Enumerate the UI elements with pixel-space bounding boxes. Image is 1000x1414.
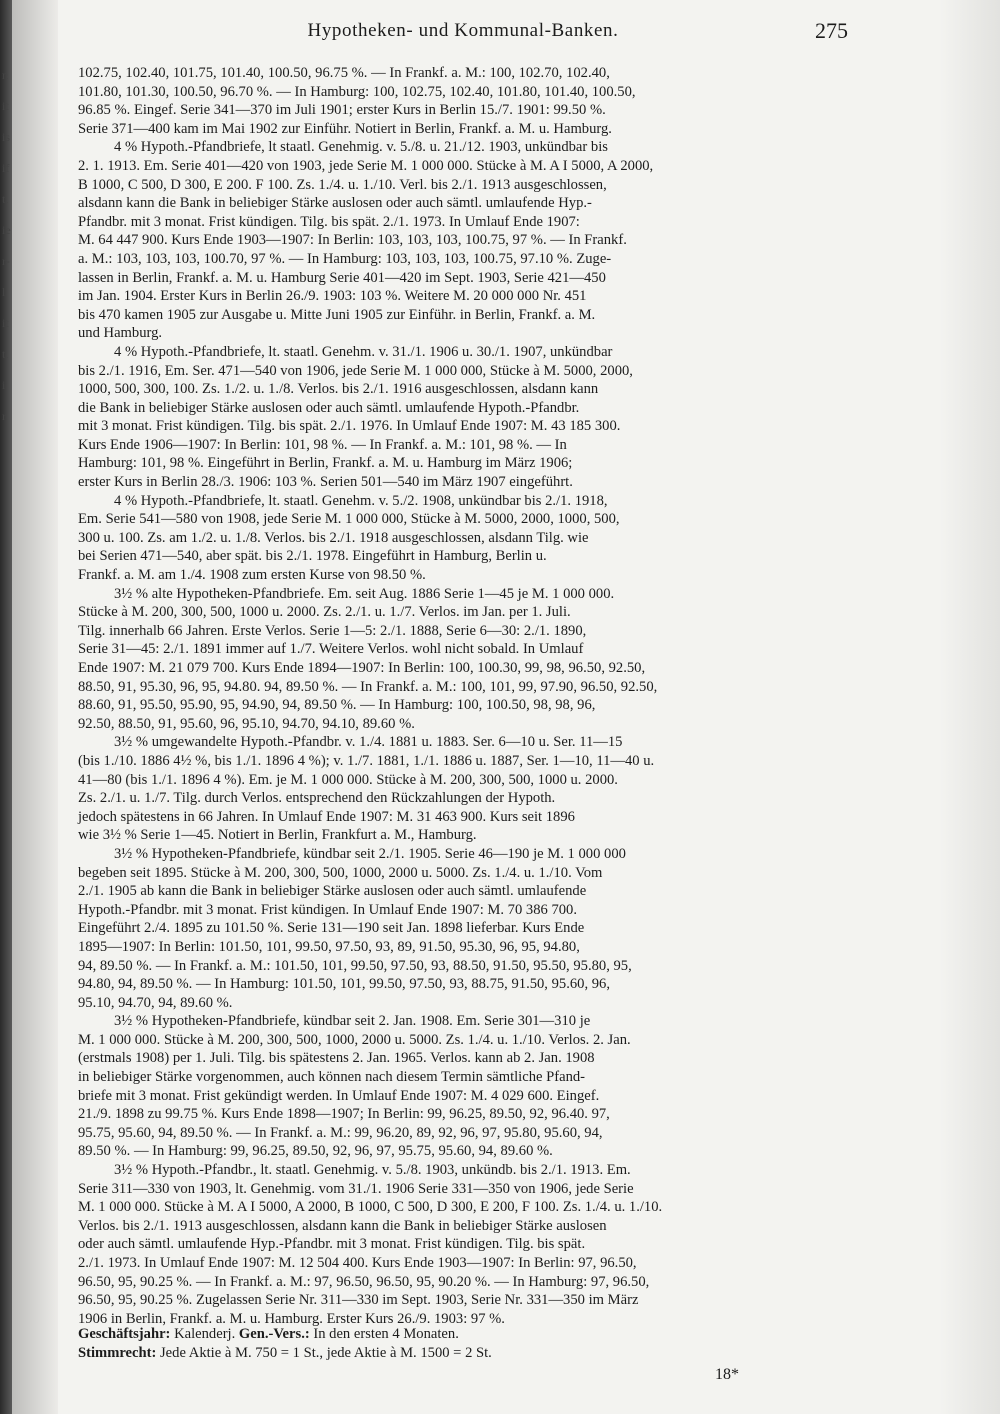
text-line: 21./9. 1898 zu 99.75 %. Kurs Ende 1898—1907; In Berlin: 99, 96.25, 89.50, 92, 96.40. 97, <box>78 1106 610 1123</box>
text-line: erster Kurs in Berlin 28./3. 1906: 103 %. Serien 501—540 im März 1907 eingeführt. <box>78 474 573 491</box>
stimmrecht-label: Stimmrecht: <box>78 1344 157 1361</box>
paragraph <box>78 1012 848 1161</box>
text-line: und Hamburg. <box>78 325 163 342</box>
text-line: 2./1. 1973. In Umlauf Ende 1907: M. 12 504 400. Kurs Ende 1903—1907: In Berlin: 97, 96.50, <box>78 1255 637 1271</box>
text-line: 1895—1907: In Berlin: 101.50, 101, 99.50, 97.50, 93, 89, 91.50, 95.30, 96, 95, 94.80, <box>78 938 580 955</box>
text-line: jedoch spätestens in 66 Jahren. In Umlauf Ende 1907: M. 31 463 900. Kurs seit 1896 <box>78 808 575 825</box>
text-line: Serie 311—330 von 1903, lt. Genehmig. vom 31./1. 1906 Serie 331—350 von 1906, jede Serie <box>78 1180 634 1197</box>
paragraph <box>78 733 848 845</box>
paragraph <box>78 1161 848 1328</box>
margin-fragment: i <box>2 378 6 392</box>
text-line: Em. Serie 541—580 von 1908, jede Serie M. 1 000 000, Stücke à M. 5000, 2000, 1000, 500, <box>78 511 620 528</box>
text-line: oder auch sämtl. umlaufende Hyp.-Pfandbr. mit 3 monat. Frist kündigen. Tilg. bis spät. <box>78 1236 586 1253</box>
text-line: a. M.: 103, 103, 103, 100.70, 97 %. — In Hamburg: 103, 103, 103, 100.75, 97.10 %. Zuge- <box>78 250 612 267</box>
text-line: Stücke à M. 200, 300, 500, 1000 u. 2000. Zs. 2./1. u. 1./7. Verlos. im Jan. per 1. Juli. <box>78 604 571 621</box>
text-line: M. 1 000 000. Stücke à M. A I 5000, A 2000, B 1000, C 500, D 300, E 200, F 100. Zs. 1./4. u. 1./10. <box>78 1199 663 1216</box>
text-line: B 1000, C 500, D 300, E 200. F 100. Zs. 1./4. u. 1./10. Verl. bis 2./1. 1913 ausgeschlossen, <box>78 176 607 193</box>
text-line: 3½ % Hypotheken-Pfandbriefe, kündbar seit 2./1. 1905. Serie 46—190 je M. 1 000 000 <box>114 845 626 862</box>
text-line: 88.50, 91, 95.30, 96, 95, 94.80. 94, 89.50 %. — In Frankf. a. M.: 100, 101, 99, 97.90, 96.50, 92.50, <box>78 678 658 695</box>
geschaeftsjahr-value: Kalenderj. <box>170 1326 239 1342</box>
text-line: Tilg. innerhalb 66 Jahren. Erste Verlos. Serie 1—5: 2./1. 1888, Serie 6—30: 2./1. 1890, <box>78 622 587 639</box>
gen-vers-value: In den ersten 4 Monaten. <box>309 1326 459 1342</box>
footer-facts <box>78 1325 848 1362</box>
text-line: Hypoth.-Pfandbr. mit 3 monat. Frist kündigen. In Umlauf Ende 1907: M. 70 386 700. <box>78 901 577 918</box>
margin-fragment: t. <box>2 347 9 361</box>
text-line: Kurs Ende 1906—1907: In Berlin: 101, 98 %. — In Frankf. a. M.: 101, 98 %. — In <box>78 436 567 453</box>
margin-fragment: is <box>2 130 11 144</box>
margin-fragment: l <box>2 285 6 299</box>
footer-line-1 <box>78 1325 848 1344</box>
text-line: 96.85 %. Eingef. Serie 341—370 im Juli 1901; erster Kurs in Berlin 15./7. 1901: 99.50 %. <box>78 102 606 119</box>
facing-page-margin <box>2 60 14 432</box>
text-line: 3½ % Hypoth.-Pfandbr., lt. staatl. Genehmig. v. 5./8. 1903, unkündb. bis 2./1. 1913. Em. <box>114 1162 631 1179</box>
margin-fragment: if <box>2 161 10 175</box>
margin-fragment: it <box>2 316 9 330</box>
text-line: 102.75, 102.40, 101.75, 101.40, 100.50, 96.75 %. — In Frankf. a. M.: 100, 102.70, 102.40, <box>78 65 610 81</box>
text-line: Pfandbr. mit 3 monat. Frist kündigen. Tilg. bis spät. 2./1. 1973. In Umlauf Ende 1907: <box>78 213 580 230</box>
signature-mark: 18* <box>715 1366 739 1383</box>
text-line: 3½ % alte Hypotheken-Pfandbriefe. Em. seit Aug. 1886 Serie 1—45 je M. 1 000 000. <box>114 585 615 602</box>
text-line: Ende 1907: M. 21 079 700. Kurs Ende 1894—1907: In Berlin: 100, 100.30, 99, 98, 96.50, 92.50, <box>78 660 646 676</box>
footer-line-2 <box>78 1344 848 1363</box>
text-line: Serie 371—400 kam im Mai 1902 zur Einführ. Notiert in Berlin, Frankf. a. M. u. Hamburg. <box>78 120 612 137</box>
paragraph <box>78 492 848 585</box>
text-line: Verlos. bis 2./1. 1913 ausgeschlossen, alsdann kann die Bank in beliebiger Stärke auslosen <box>78 1217 607 1234</box>
text-line: 300 u. 100. Zs. am 1./2. u. 1./8. Verlos. bis 2./1. 1918 ausgeschlossen, alsdann Tilg. wie <box>78 529 589 546</box>
text-line: 96.50, 95, 90.25 %. — In Frankf. a. M.: 97, 96.50, 96.50, 95, 90.20 %. — In Hamburg: 97, 96.50, <box>78 1273 650 1290</box>
text-line: 95.75, 95.60, 94, 89.50 %. — In Frankf. a. M.: 99, 96.20, 89, 92, 96, 97, 95.80, 95.60, 94, <box>78 1124 603 1141</box>
text-line: 88.60, 91, 95.50, 95.90, 95, 94.90, 94, 89.50 %. — In Hamburg: 100, 100.50, 98, 98, 96, <box>78 697 596 714</box>
body-text <box>78 64 848 1328</box>
running-head: Hypotheken- und Kommunal-Banken. <box>307 20 619 41</box>
text-line: begeben seit 1895. Stücke à M. 200, 300, 500, 1000, 2000 u. 5000. Zs. 1./4. u. 1./10. Vom <box>78 864 603 881</box>
text-line: mit 3 monat. Frist kündigen. Tilg. bis spät. 2./1. 1976. In Umlauf Ende 1907: M. 43 185 300. <box>78 418 621 435</box>
margin-fragment: it <box>2 99 9 113</box>
margin-fragment: n <box>2 68 8 82</box>
margin-fragment: t. <box>2 192 9 206</box>
text-line: 41—80 (bis 1./1. 1896 4 %). Em. je M. 1 000 000. Stücke à M. 200, 300, 500, 1000 u. 2000. <box>78 771 618 788</box>
text-line: 4 % Hypoth.-Pfandbriefe, lt staatl. Genehmig. v. 5./8. u. 21./12. 1903, unkündbar bis <box>114 139 608 156</box>
text-line: alsdann kann die Bank in beliebiger Stärke auslosen oder auch sämtl. umlaufende Hyp.- <box>78 195 592 212</box>
margin-fragment: r <box>2 409 6 423</box>
text-line: Hamburg: 101, 98 %. Eingeführt in Berlin, Frankf. a. M. u. Hamburg im März 1906; <box>78 455 573 472</box>
text-line: 2./1. 1905 ab kann die Bank in beliebiger Stärke auslosen oder auch sämtl. umlaufende <box>78 883 587 900</box>
paragraph <box>78 585 848 734</box>
text-line: M. 64 447 900. Kurs Ende 1903—1907: In Berlin: 103, 103, 103, 100.75, 97 %. — In Frankf. <box>78 232 627 249</box>
paragraph <box>78 845 848 1012</box>
text-line: in beliebiger Stärke vorgenommen, auch können nach diesem Termin sämtliche Pfand- <box>78 1069 586 1086</box>
paragraph <box>78 138 848 343</box>
page-header <box>78 18 848 48</box>
gutter-shadow <box>12 0 58 1414</box>
text-line: 96.50, 95, 90.25 %. Zugelassen Serie Nr. 311—330 im Sept. 1903, Serie Nr. 331—350 im März <box>78 1292 639 1309</box>
text-line: im Jan. 1904. Erster Kurs in Berlin 26./9. 1903: 103 %. Weitere M. 20 000 000 Nr. 451 <box>78 288 587 305</box>
text-line: (erstmals 1908) per 1. Juli. Tilg. bis spätestens 2. Jan. 1965. Verlos. kann ab 2. Jan. 1908 <box>78 1050 595 1067</box>
page-edge-right <box>940 0 1000 1414</box>
paragraph <box>78 64 848 138</box>
text-line: 95.10, 94.70, 94, 89.60 %. <box>78 994 233 1011</box>
text-line: wie 3½ % Serie 1—45. Notiert in Berlin, Frankfurt a. M., Hamburg. <box>78 827 477 844</box>
text-line: bis 2./1. 1916, Em. Ser. 471—540 von 1906, jede Serie M. 1 000 000, Stücke à M. 5000, 2000, <box>78 362 633 379</box>
text-line: 3½ % umgewandelte Hypoth.-Pfandbr. v. 1./4. 1881 u. 1883. Ser. 6—10 u. Ser. 11—15 <box>114 734 623 751</box>
text-line: 94.80, 94, 89.50 %. — In Hamburg: 101.50, 101, 99.50, 97.50, 93, 88.75, 91.50, 95.60, 96, <box>78 976 610 993</box>
text-line: die Bank in beliebiger Stärke auslosen oder auch sämtl. umlaufende Hypoth.-Pfandbr. <box>78 399 580 416</box>
text-line: bei Serien 471—540, aber spät. bis 2./1. 1978. Eingeführt in Hamburg, Berlin u. <box>78 548 547 565</box>
text-line: 3½ % Hypotheken-Pfandbriefe, kündbar seit 2. Jan. 1908. Em. Serie 301—310 je <box>114 1013 591 1030</box>
text-line: Serie 31—45: 2./1. 1891 immer auf 1./7. Weitere Verlos. wohl nicht sobald. In Umlauf <box>78 641 584 658</box>
margin-fragment: r- <box>2 254 10 268</box>
text-line: bis 470 kamen 1905 zur Ausgabe u. Mitte Juni 1905 zur Einführ. in Berlin, Frankf. a. M. <box>78 306 596 323</box>
text-line: 2. 1. 1913. Em. Serie 401—420 von 1903, jede Serie M. 1 000 000. Stücke à M. A I 5000, A 2000, <box>78 157 654 174</box>
margin-fragment: ie <box>2 223 11 237</box>
text-line: 89.50 %. — In Hamburg: 99, 96.25, 89.50, 92, 96, 97, 95.75, 95.60, 94, 89.60 %. <box>78 1143 553 1160</box>
text-line: Eingeführt 2./4. 1895 zu 101.50 %. Serie 131—190 seit Jan. 1898 lieferbar. Kurs Ende <box>78 920 585 937</box>
page-number: 275 <box>815 18 848 43</box>
text-line: 1000, 500, 300, 100. Zs. 1./2. u. 1./8. Verlos. bis 2./1. 1916 ausgeschlossen, alsdann kann <box>78 381 599 398</box>
text-line: lassen in Berlin, Frankf. a. M. u. Hamburg Serie 401—420 im Sept. 1903, Serie 421—450 <box>78 269 606 286</box>
gen-vers-label: Gen.-Vers.: <box>238 1326 310 1342</box>
paragraph <box>78 343 848 492</box>
text-line: Frankf. a. M. am 1./4. 1908 zum ersten Kurse von 98.50 %. <box>78 567 426 584</box>
text-line: 101.80, 101.30, 100.50, 96.70 %. — In Hamburg: 100, 102.75, 102.40, 101.80, 101.40, 100.50, <box>78 83 636 100</box>
text-line: briefe mit 3 monat. Frist gekündigt werden. In Umlauf Ende 1907: M. 4 029 600. Eingef. <box>78 1087 600 1104</box>
text-line: 1906 in Berlin, Frankf. a. M. u. Hamburg. Erster Kurs 26./9. 1903: 97 %. <box>78 1310 505 1327</box>
stimmrecht-value: Jede Aktie à M. 750 = 1 St., jede Aktie à M. 1500 = 2 St. <box>156 1344 492 1361</box>
text-line: (bis 1./10. 1886 4½ %, bis 1./1. 1896 4 %); v. 1./7. 1881, 1./1. 1886 u. 1887, Ser. 1—10, 11—40 u. <box>78 752 655 769</box>
geschaeftsjahr-label: Geschäftsjahr: <box>78 1326 171 1342</box>
text-line: 92.50, 88.50, 91, 95.60, 96, 95.10, 94.70, 94.10, 89.60 %. <box>78 715 415 732</box>
text-line: 4 % Hypoth.-Pfandbriefe, lt. staatl. Genehm. v. 5./2. 1908, unkündbar bis 2./1. 1918, <box>114 492 608 509</box>
text-line: 94, 89.50 %. — In Frankf. a. M.: 101.50, 101, 99.50, 97.50, 93, 88.50, 91.50, 95.50, 95.80, 95, <box>78 957 632 974</box>
text-line: 4 % Hypoth.-Pfandbriefe, lt. staatl. Genehm. v. 31./1. 1906 u. 30./1. 1907, unkündbar <box>114 343 613 360</box>
text-line: M. 1 000 000. Stücke à M. 200, 300, 500, 1000, 2000 u. 5000. Zs. 1./4. u. 1./10. Verlos. 2. Jan. <box>78 1031 631 1048</box>
text-line: Zs. 2./1. u. 1./7. Tilg. durch Verlos. entsprechend den Rückzahlungen der Hypoth. <box>78 790 556 807</box>
